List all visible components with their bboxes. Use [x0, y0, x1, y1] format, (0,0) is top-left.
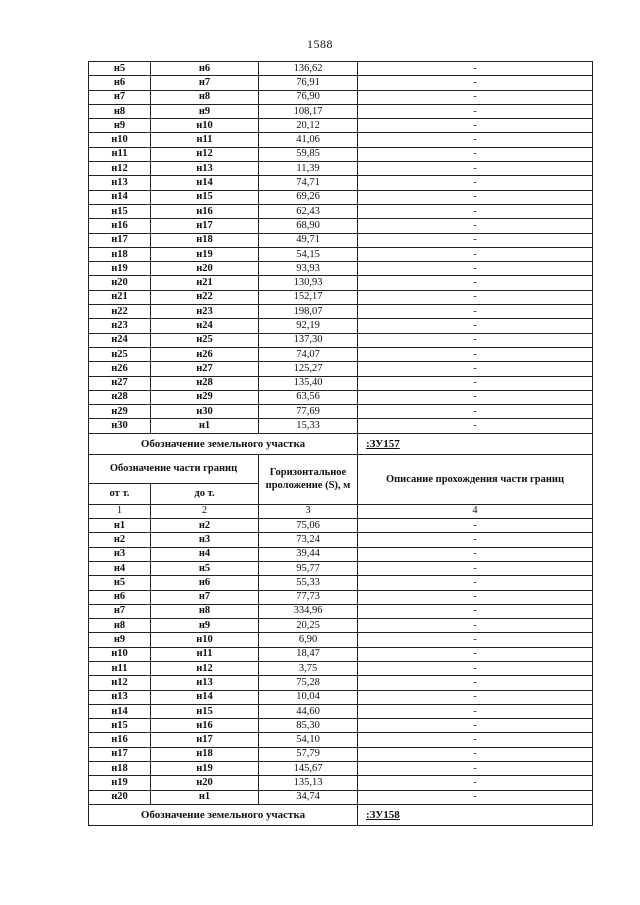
to-point-cell: н13	[151, 676, 259, 690]
to-point-cell: н11	[151, 647, 259, 661]
from-point-cell: н3	[89, 547, 151, 561]
length-cell: 59,85	[259, 147, 358, 161]
section-2-header	[89, 433, 593, 518]
length-cell: 73,24	[259, 533, 358, 547]
table-row	[89, 119, 593, 133]
to-point-cell: н17	[151, 733, 259, 747]
description-cell: -	[358, 376, 593, 390]
length-cell: 62,43	[259, 204, 358, 218]
length-cell: 69,26	[259, 190, 358, 204]
table-row	[89, 661, 593, 675]
to-point-cell: н15	[151, 190, 259, 204]
table-row	[89, 519, 593, 533]
length-cell: 55,33	[259, 576, 358, 590]
table-row	[89, 219, 593, 233]
to-point-cell: н7	[151, 590, 259, 604]
to-point-cell: н3	[151, 533, 259, 547]
description-cell: -	[358, 290, 593, 304]
length-cell: 152,17	[259, 290, 358, 304]
to-point-cell: н13	[151, 162, 259, 176]
length-cell: 54,15	[259, 247, 358, 261]
table-row	[89, 676, 593, 690]
from-point-cell: н23	[89, 319, 151, 333]
table-row	[89, 290, 593, 304]
to-point-cell: н5	[151, 561, 259, 575]
table-row	[89, 733, 593, 747]
to-point-cell: н23	[151, 305, 259, 319]
description-cell: -	[358, 519, 593, 533]
length-cell: 93,93	[259, 262, 358, 276]
description-cell: -	[358, 133, 593, 147]
length-cell: 135,40	[259, 376, 358, 390]
description-cell: -	[358, 405, 593, 419]
description-cell: -	[358, 262, 593, 276]
to-point-cell: н25	[151, 333, 259, 347]
length-cell: 49,71	[259, 233, 358, 247]
length-cell: 95,77	[259, 561, 358, 575]
table-row	[89, 262, 593, 276]
table-row	[89, 533, 593, 547]
from-point-cell: н7	[89, 90, 151, 104]
table-row	[89, 133, 593, 147]
from-point-cell: н19	[89, 262, 151, 276]
column-number: 4	[358, 504, 593, 518]
from-point-cell: н17	[89, 747, 151, 761]
to-point-cell: н24	[151, 319, 259, 333]
table-row	[89, 176, 593, 190]
length-cell: 10,04	[259, 690, 358, 704]
description-cell: -	[358, 776, 593, 790]
parcel-157-row	[89, 433, 593, 454]
table-row	[89, 319, 593, 333]
table-row	[89, 390, 593, 404]
parcel-id-157: :ЗУ157	[358, 433, 593, 454]
to-point-cell: н8	[151, 604, 259, 618]
parcel-label: Обозначение земельного участка	[89, 804, 358, 825]
table-row	[89, 76, 593, 90]
length-cell: 77,73	[259, 590, 358, 604]
from-point-cell: н5	[89, 576, 151, 590]
table-row	[89, 576, 593, 590]
from-point-cell: н18	[89, 247, 151, 261]
to-point-cell: н1	[151, 419, 259, 433]
to-point-cell: н1	[151, 790, 259, 804]
description-cell: -	[358, 633, 593, 647]
from-point-cell: н11	[89, 147, 151, 161]
length-cell: 85,30	[259, 719, 358, 733]
from-point-cell: н22	[89, 305, 151, 319]
to-point-cell: н21	[151, 276, 259, 290]
description-cell: -	[358, 305, 593, 319]
table-row	[89, 747, 593, 761]
to-point-cell: н19	[151, 247, 259, 261]
parcel-label: Обозначение земельного участка	[89, 433, 358, 454]
column-numbers-row	[89, 504, 593, 518]
from-point-cell: н26	[89, 362, 151, 376]
length-cell: 44,60	[259, 704, 358, 718]
length-cell: 39,44	[259, 547, 358, 561]
table-row	[89, 419, 593, 433]
parcel-id-158: :ЗУ158	[358, 804, 593, 825]
from-point-cell: н14	[89, 190, 151, 204]
table-row	[89, 247, 593, 261]
table-row	[89, 619, 593, 633]
parcel-158-row	[89, 804, 593, 825]
page-number: 1588	[307, 37, 333, 51]
length-cell: 130,93	[259, 276, 358, 290]
description-cell: -	[358, 704, 593, 718]
from-point-cell: н16	[89, 219, 151, 233]
length-cell: 75,06	[259, 519, 358, 533]
description-cell: -	[358, 619, 593, 633]
description-cell: -	[358, 119, 593, 133]
length-cell: 198,07	[259, 305, 358, 319]
to-point-cell: н2	[151, 519, 259, 533]
section-2-rows	[89, 519, 593, 805]
description-cell: -	[358, 604, 593, 618]
description-cell: -	[358, 719, 593, 733]
to-point-cell: н10	[151, 119, 259, 133]
description-cell: -	[358, 76, 593, 90]
table-row	[89, 190, 593, 204]
description-cell: -	[358, 347, 593, 361]
table-row	[89, 547, 593, 561]
description-cell: -	[358, 390, 593, 404]
from-point-cell: н7	[89, 604, 151, 618]
description-cell: -	[358, 204, 593, 218]
to-point-cell: н12	[151, 661, 259, 675]
from-point-cell: н14	[89, 704, 151, 718]
length-cell: 34,74	[259, 790, 358, 804]
from-point-cell: н2	[89, 533, 151, 547]
table-row	[89, 305, 593, 319]
length-cell: 92,19	[259, 319, 358, 333]
from-point-cell: н12	[89, 162, 151, 176]
description-cell: -	[358, 690, 593, 704]
length-cell: 41,06	[259, 133, 358, 147]
table-row	[89, 604, 593, 618]
table-row	[89, 62, 593, 76]
table-row	[89, 590, 593, 604]
to-point-cell: н6	[151, 576, 259, 590]
from-point-cell: н5	[89, 62, 151, 76]
from-point-cell: н1	[89, 519, 151, 533]
from-point-cell: н27	[89, 376, 151, 390]
to-point-cell: н17	[151, 219, 259, 233]
from-point-cell: н20	[89, 276, 151, 290]
description-cell: -	[358, 247, 593, 261]
description-cell: -	[358, 362, 593, 376]
from-point-cell: н15	[89, 204, 151, 218]
to-point-cell: н10	[151, 633, 259, 647]
from-point-cell: н21	[89, 290, 151, 304]
description-cell: -	[358, 533, 593, 547]
to-point-cell: н14	[151, 690, 259, 704]
from-point-cell: н13	[89, 176, 151, 190]
table-row	[89, 362, 593, 376]
table-row	[89, 762, 593, 776]
length-cell: 74,71	[259, 176, 358, 190]
from-point-cell: н8	[89, 619, 151, 633]
part-boundaries-header: Обозначение части границ	[89, 454, 259, 483]
from-point-cell: н17	[89, 233, 151, 247]
description-cell: -	[358, 676, 593, 690]
length-cell: 15,33	[259, 419, 358, 433]
from-point-cell: н16	[89, 733, 151, 747]
from-point-cell: н24	[89, 333, 151, 347]
length-cell: 77,69	[259, 405, 358, 419]
from-point-cell: н20	[89, 790, 151, 804]
length-cell: 76,91	[259, 76, 358, 90]
from-point-cell: н18	[89, 762, 151, 776]
table-row	[89, 561, 593, 575]
table-row	[89, 347, 593, 361]
horizontal-length-header: Горизонтальное проложение (S), м	[259, 454, 358, 504]
description-cell: -	[358, 147, 593, 161]
from-point-cell: н10	[89, 133, 151, 147]
table-row	[89, 704, 593, 718]
length-cell: 74,07	[259, 347, 358, 361]
to-point-cell: н20	[151, 262, 259, 276]
column-number: 2	[151, 504, 259, 518]
to-point-cell: н8	[151, 90, 259, 104]
table-row	[89, 405, 593, 419]
from-point-cell: н12	[89, 676, 151, 690]
boundary-table	[88, 61, 593, 826]
description-cell: -	[358, 547, 593, 561]
to-point-cell: н14	[151, 176, 259, 190]
from-point-cell: н28	[89, 390, 151, 404]
description-cell: -	[358, 176, 593, 190]
table-row	[89, 776, 593, 790]
description-cell: -	[358, 333, 593, 347]
to-point-cell: н16	[151, 719, 259, 733]
to-point-cell: н7	[151, 76, 259, 90]
length-cell: 6,90	[259, 633, 358, 647]
description-cell: -	[358, 747, 593, 761]
table-row	[89, 162, 593, 176]
from-point-cell: н15	[89, 719, 151, 733]
description-cell: -	[358, 647, 593, 661]
to-point-cell: н22	[151, 290, 259, 304]
table-row	[89, 633, 593, 647]
table-row	[89, 276, 593, 290]
length-cell: 145,67	[259, 762, 358, 776]
to-point-cell: н19	[151, 762, 259, 776]
to-point-cell: н16	[151, 204, 259, 218]
length-cell: 334,96	[259, 604, 358, 618]
to-point-cell: н12	[151, 147, 259, 161]
header-row	[89, 454, 593, 483]
from-point-cell: н13	[89, 690, 151, 704]
to-point-cell: н9	[151, 619, 259, 633]
description-cell: -	[358, 233, 593, 247]
to-point-cell: н18	[151, 747, 259, 761]
from-point-cell: н6	[89, 590, 151, 604]
description-cell: -	[358, 790, 593, 804]
to-point-header: до т.	[151, 483, 259, 504]
table-row	[89, 333, 593, 347]
from-point-cell: н19	[89, 776, 151, 790]
table-row	[89, 147, 593, 161]
table-row	[89, 233, 593, 247]
to-point-cell: н29	[151, 390, 259, 404]
length-cell: 63,56	[259, 390, 358, 404]
description-cell: -	[358, 590, 593, 604]
table-row	[89, 90, 593, 104]
from-point-cell: н6	[89, 76, 151, 90]
description-cell: -	[358, 219, 593, 233]
table-row	[89, 647, 593, 661]
length-cell: 137,30	[259, 333, 358, 347]
length-cell: 135,13	[259, 776, 358, 790]
section-3-header	[89, 804, 593, 825]
length-cell: 68,90	[259, 219, 358, 233]
description-cell: -	[358, 762, 593, 776]
description-cell: -	[358, 733, 593, 747]
length-cell: 3,75	[259, 661, 358, 675]
description-cell: -	[358, 561, 593, 575]
description-cell: -	[358, 276, 593, 290]
from-point-cell: н4	[89, 561, 151, 575]
table-row	[89, 719, 593, 733]
from-point-cell: н11	[89, 661, 151, 675]
column-number: 3	[259, 504, 358, 518]
from-point-cell: н25	[89, 347, 151, 361]
length-cell: 108,17	[259, 104, 358, 118]
length-cell: 18,47	[259, 647, 358, 661]
to-point-cell: н15	[151, 704, 259, 718]
length-cell: 11,39	[259, 162, 358, 176]
table-row	[89, 690, 593, 704]
description-cell: -	[358, 90, 593, 104]
to-point-cell: н6	[151, 62, 259, 76]
to-point-cell: н11	[151, 133, 259, 147]
to-point-cell: н26	[151, 347, 259, 361]
from-point-cell: н9	[89, 633, 151, 647]
description-cell: -	[358, 661, 593, 675]
description-cell: -	[358, 104, 593, 118]
to-point-cell: н30	[151, 405, 259, 419]
from-point-cell: н8	[89, 104, 151, 118]
from-point-cell: н10	[89, 647, 151, 661]
to-point-cell: н18	[151, 233, 259, 247]
column-number: 1	[89, 504, 151, 518]
table-row	[89, 204, 593, 218]
to-point-cell: н28	[151, 376, 259, 390]
description-cell: -	[358, 162, 593, 176]
table-row	[89, 790, 593, 804]
length-cell: 20,12	[259, 119, 358, 133]
from-point-header: от т.	[89, 483, 151, 504]
to-point-cell: н4	[151, 547, 259, 561]
length-cell: 20,25	[259, 619, 358, 633]
length-cell: 54,10	[259, 733, 358, 747]
description-cell: -	[358, 419, 593, 433]
description-header: Описание прохождения части границ	[358, 454, 593, 504]
from-point-cell: н29	[89, 405, 151, 419]
to-point-cell: н27	[151, 362, 259, 376]
to-point-cell: н20	[151, 776, 259, 790]
length-cell: 75,28	[259, 676, 358, 690]
description-cell: -	[358, 62, 593, 76]
from-point-cell: н30	[89, 419, 151, 433]
table-row	[89, 104, 593, 118]
length-cell: 76,90	[259, 90, 358, 104]
from-point-cell: н9	[89, 119, 151, 133]
description-cell: -	[358, 319, 593, 333]
table-row	[89, 376, 593, 390]
length-cell: 136,62	[259, 62, 358, 76]
length-cell: 57,79	[259, 747, 358, 761]
length-cell: 125,27	[259, 362, 358, 376]
description-cell: -	[358, 576, 593, 590]
to-point-cell: н9	[151, 104, 259, 118]
description-cell: -	[358, 190, 593, 204]
section-1-rows	[89, 62, 593, 434]
